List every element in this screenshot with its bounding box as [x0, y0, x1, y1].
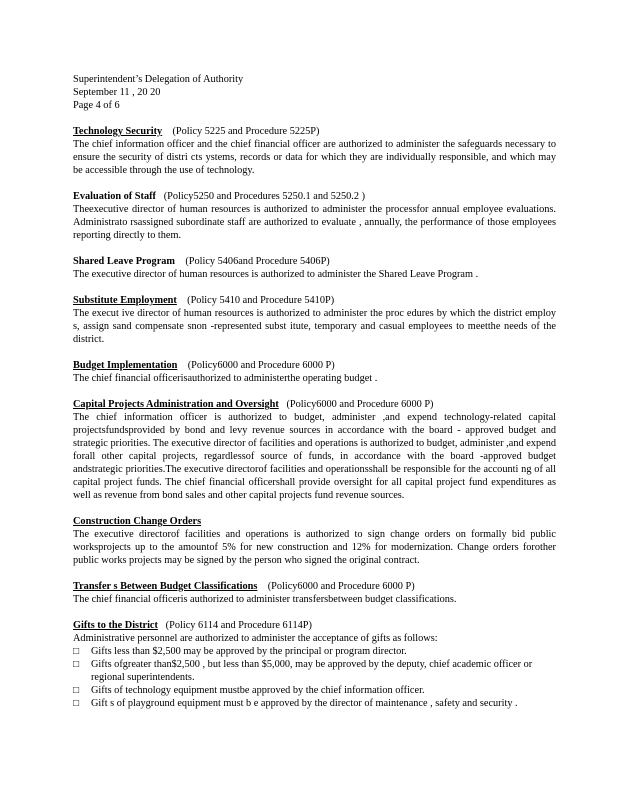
letter-header: [73, 73, 556, 112]
section-title: Transfer s Between Budget Classifications: [73, 581, 258, 592]
document-page: [73, 73, 556, 710]
section-technology-security: [73, 125, 556, 177]
section-body: The execut ive director of human resources is authorized to administer the proc edures by which the district employ s, assign sand compensate snon -represented subst itute, temporary and casual employees to meetthe needs of the district.: [73, 308, 556, 345]
section-gifts-to-the-district: [73, 619, 556, 710]
list-item-text: Gift s of playground equipment must b e approved by the director of maintenance , safety and security .: [91, 698, 518, 709]
section-body: The chief financial officeris authorized to administer transfersbetween budget classifications.: [73, 594, 457, 605]
policy-reference: (Policy 5225 and Procedure 5225P): [172, 126, 320, 137]
gifts-list: [73, 645, 556, 710]
policy-reference: (Policy 6114 and Procedure 6114P): [165, 620, 312, 631]
policy-reference: (Policy6000 and Procedure 6000 P): [267, 581, 415, 592]
section-body: The chief financial officerisauthorized to administerthe operating budget .: [73, 373, 378, 384]
section-title: Shared Leave Program: [73, 256, 176, 267]
section-title: Capital Projects Administration and Oversight: [73, 399, 279, 410]
section-title: Substitute Employment: [73, 295, 177, 306]
list-item: [73, 684, 556, 697]
header-title: Superintendent’s Delegation of Authority: [73, 74, 244, 85]
section-body: Administrative personnel are authorized to administer the acceptance of gifts as follows:: [73, 633, 438, 644]
header-page-number: Page 4 of 6: [73, 100, 120, 111]
policy-reference: (Policy 5406and Procedure 5406P): [185, 256, 330, 267]
bullet-icon: □: [73, 646, 80, 657]
section-title: Budget Implementation: [73, 360, 178, 371]
list-item-text: Gifts of technology equipment mustbe approved by the chief information officer.: [91, 685, 425, 696]
section-title: Construction Change Orders: [73, 516, 202, 527]
section-body: Theexecutive director of human resources is authorized to administer the processfor annual employee evaluations. Administrato rsassigned subordinate staff are authorized to evaluate , annually, the performance of those employees reporting directly to them.: [73, 204, 556, 241]
list-item: [73, 658, 556, 684]
policy-reference: (Policy6000 and Procedure 6000 P): [286, 399, 434, 410]
section-construction-change-orders: [73, 515, 556, 567]
list-item: [73, 697, 556, 710]
section-body: The executive directorof facilities and operations is authorized to sign change orders on formally bid public worksprojects up to the amountof 5% for new construction and 12% for modernization. Change orders forother public works projects may be signed by the person who signed the original contract.: [73, 529, 556, 566]
bullet-icon: □: [73, 659, 80, 670]
bullet-icon: □: [73, 685, 80, 696]
list-item-text: Gifts less than $2,500 may be approved by the principal or program director.: [91, 646, 407, 657]
bullet-icon: □: [73, 698, 80, 709]
section-body: The executive director of human resources is authorized to administer the Shared Leave Program .: [73, 269, 479, 280]
policy-reference: (Policy6000 and Procedure 6000 P): [187, 360, 335, 371]
list-item: [73, 645, 556, 658]
section-title: Gifts to the District: [73, 620, 158, 631]
section-title: Evaluation of Staff: [73, 191, 156, 202]
section-body: The chief information officer and the chief financial officer are authorized to administer the safeguards necessary to ensure the security of distri cts ystems, records or data for which they are individually responsible, and which may be accessible through the use of technology.: [73, 139, 556, 176]
section-title: Technology Security: [73, 126, 163, 137]
policy-reference: (Policy 5410 and Procedure 5410P): [187, 295, 335, 306]
section-body: The chief information officer is authorized to budget, administer ,and expend technology-related capital projectsfundsprovided by bond and levy revenue sources in accordance with the board - approved budget and strategic priorities. The executive director of facilities and operations is authorized to budget, administer ,and expend forall other capital projects, regardlessof source of funds, in accordance with the board -approved budget andstrategic priorities.The executive directorof facilities and operationsshall be responsible for the accounti ng of all capital project funds. The chief financial officershall provide oversight for all capital project fund expenditures as well as revenue from bond sales and other capital projects fund revenue sources.: [73, 412, 556, 501]
list-item-text: Gifts ofgreater than$2,500 , but less than $5,000, may be approved by the deputy, chief academic officer or regional superintendents.: [91, 659, 533, 683]
section-evaluation-of-staff: [73, 190, 556, 242]
header-date: September 11 , 20 20: [73, 87, 161, 98]
section-substitute-employment: [73, 294, 556, 346]
section-budget-implementation: [73, 359, 556, 385]
policy-reference: (Policy5250 and Procedures 5250.1 and 5250.2 ): [163, 191, 366, 202]
section-shared-leave-program: [73, 255, 556, 281]
section-transfers-between-budget-classifications: [73, 580, 556, 606]
section-capital-projects: [73, 398, 556, 502]
